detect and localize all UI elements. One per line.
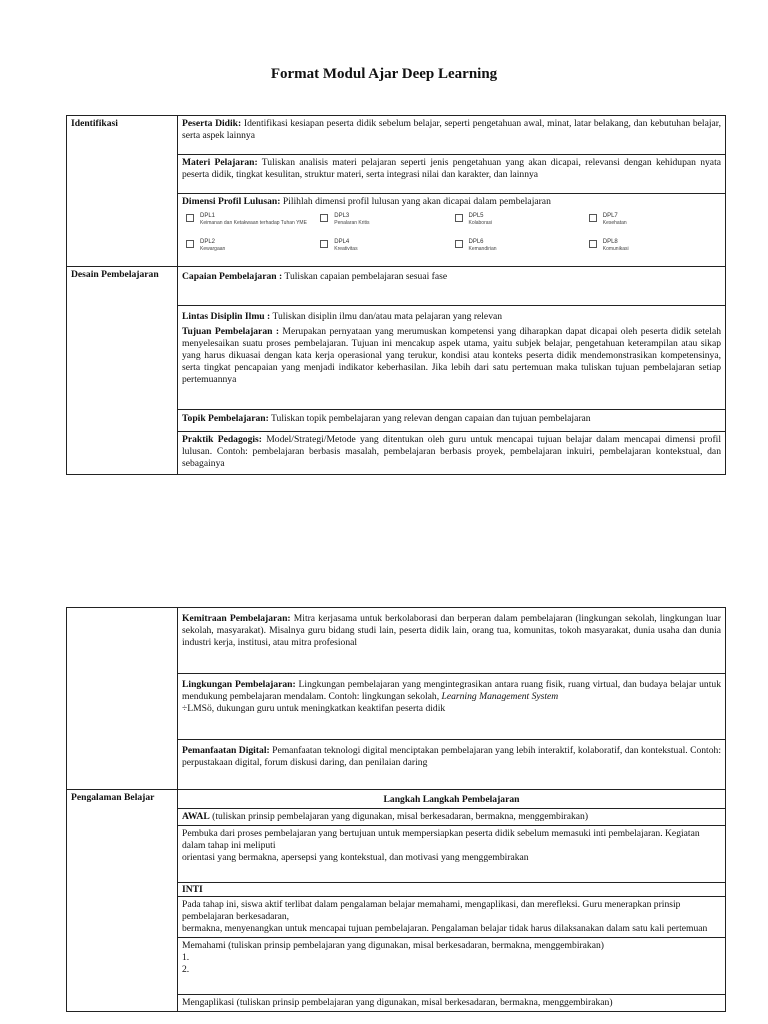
lms-italic: Learning Management System: [441, 690, 559, 702]
cell-awal-head: [178, 808, 726, 825]
inti-label: INTI: [182, 883, 203, 895]
tujuan-text: Merupakan pernyataan yang merumuskan kompetensi yang diharapkan dapat dicapai oleh peserta didik setelah menyelesaikan suatu proses pembelajaran. Tujuan ini mencakup aspek utama, yaitu subjek belajar, pengetahuan keterampilan atau sikap yang harus dikuasai dengan kata kerja operasional yang terukur, kondisi atau konteks peserta didik mendemonstrasikan kompetensinya, serta tingkat pencapaian yang menjadi indikator keberhasilan. Jika lebih dari satu pertemuan maka tuliskan tujuan pembelajaran setiap pertemuannya: [182, 325, 721, 385]
page-title: Format Modul Ajar Deep Learning: [270, 66, 498, 82]
cell-peserta-didik: [178, 116, 726, 155]
tujuan-paragraph: [182, 326, 721, 386]
dpl-code: DPL1: [200, 212, 216, 219]
cell-materi: [178, 155, 726, 194]
dpl-code: DPL2: [200, 238, 216, 245]
mengaplikasi-text: Mengaplikasi (tuliskan prinsip pembelajaran yang digunakan, misal berkesadaran, bermakna, menggembirakan): [182, 996, 613, 1008]
dpl-name: Kewargaan: [200, 246, 226, 253]
cell-dimensi-profil: [178, 194, 726, 267]
dpl-code: DPL4: [334, 238, 350, 245]
lingkungan-text: Lingkungan pembelajaran yang mengintegrasikan antara ruang fisik, ruang virtual, dan budaya belajar untuk mendukung pembelajaran mendalam. Contoh: lingkungan sekolah,: [182, 679, 721, 702]
digital-text: Pemanfaatan teknologi digital menciptakan pembelajaran yang lebih interaktif, kolaboratif, dan kontekstual. Contoh: perpustakaan digital, forum diskusi daring, dan penilaian daring: [182, 745, 721, 768]
checkbox-icon[interactable]: [589, 240, 597, 248]
checkbox-icon[interactable]: [186, 214, 194, 222]
lintas-text: Tuliskan disiplin ilmu dan/atau mata pelajaran yang relevan: [270, 311, 503, 322]
dpl-code: DPL7: [602, 212, 618, 219]
kemitraan-text: Mitra kerjasama untuk berkolaborasi dan berperan dalam pembelajaran (lingkungan sekolah, lingkungan luar sekolah, masyarakat). Misalnya guru bidang studi lain, peserta didik lain, orang tua, komunitas, tokoh masyarakat, dunia usaha dan dunia industri kerja, institusi, atau mitra profesional: [182, 613, 721, 648]
label-desain: Desain Pembelajaran: [67, 267, 178, 475]
dimensi-label: Dimensi Profil Lulusan:: [182, 196, 281, 207]
topik-label: Topik Pembelajaran:: [182, 413, 269, 424]
cell-awal-body: [178, 825, 726, 882]
awal-text: (tuliskan prinsip pembelajaran yang digunakan, misal berkesadaran, bermakna, menggembirakan): [209, 810, 589, 822]
dpl-item[interactable]: [589, 239, 717, 263]
tujuan-label: Tujuan Pembelajaran :: [182, 325, 280, 337]
cell-inti-head: [178, 882, 726, 896]
awal-body2: orientasi yang bermakna, apersepsi yang kontekstual, dan motivasi yang menggembirakan: [182, 851, 529, 863]
lintas-line: [182, 311, 721, 323]
cell-inti-body: [178, 896, 726, 937]
modul-table-identifikasi: [66, 115, 726, 475]
lingkungan-label: Lingkungan Pembelajaran:: [182, 679, 296, 690]
peserta-didik-label: Peserta Didik:: [182, 118, 242, 129]
topik-text: Tuliskan topik pembelajaran yang relevan dengan capaian dan tujuan pembelajaran: [268, 413, 591, 424]
checkbox-icon[interactable]: [320, 240, 328, 248]
checkbox-icon[interactable]: [455, 240, 463, 248]
awal-label: AWAL: [182, 810, 210, 822]
dpl-name: Kolaborasi: [468, 220, 493, 227]
materi-text: Tuliskan analisis materi pelajaran seperti jenis pengetahuan yang akan dicapai, relevansi dengan kehidupan nyata peserta didik, tingkat kesulitan, struktur materi, serta integrasi nilai dan karakter, dan lainnya: [182, 157, 721, 180]
dpl-checklist: [186, 213, 717, 263]
capaian-text: Tuliskan capaian pembelajaran sesuai fase: [282, 271, 448, 282]
dpl-name: Kemandirian: [468, 246, 497, 253]
capaian-label: Capaian Pembelajaran :: [182, 271, 283, 282]
lintas-label: Lintas Disiplin Ilmu :: [182, 311, 271, 322]
dpl-item[interactable]: [589, 213, 717, 237]
cell-kemitraan: [178, 608, 726, 674]
cell-digital: [178, 740, 726, 790]
materi-label: Materi Pelajaran:: [182, 157, 258, 168]
dpl-item[interactable]: [455, 213, 583, 237]
dpl-item[interactable]: [320, 239, 448, 263]
cell-lintas-tujuan: [178, 306, 726, 410]
dpl-item[interactable]: [186, 239, 314, 263]
checkbox-icon[interactable]: [320, 214, 328, 222]
dpl-code: DPL3: [334, 212, 350, 219]
dpl-name: Keimanan dan Ketakwaan terhadap Tuhan YME: [200, 220, 307, 227]
dpl-code: DPL8: [602, 238, 618, 245]
cell-mengaplikasi: [178, 994, 726, 1011]
praktik-label: Praktik Pedagogis:: [182, 434, 262, 445]
label-empty: [67, 608, 178, 790]
dpl-code: DPL6: [468, 238, 484, 245]
label-pengalaman: Pengalaman Belajar: [67, 790, 178, 1012]
dpl-item[interactable]: [186, 213, 314, 237]
dpl-code: DPL5: [468, 212, 484, 219]
memahami-item: 2.: [182, 963, 190, 975]
cell-capaian: [178, 267, 726, 306]
lingkungan-line2: ÷LMSö, dukungan guru untuk meningkatkan keaktifan peserta didik: [182, 702, 446, 714]
label-identifikasi: Identifikasi: [67, 116, 178, 267]
peserta-didik-text: Identifikasi kesiapan peserta didik sebelum belajar, seperti pengetahuan awal, minat, latar belakang, dan kebutuhan belajar, serta aspek lainnya: [182, 118, 721, 141]
kemitraan-label: Kemitraan Pembelajaran:: [182, 613, 291, 624]
memahami-item: 1.: [182, 951, 190, 963]
dimensi-text: Pilihlah dimensi profil lulusan yang akan dicapai dalam pembelajaran: [280, 196, 551, 207]
checkbox-icon[interactable]: [455, 214, 463, 222]
dpl-name: Penalaran Kritis: [334, 220, 370, 227]
cell-praktik: [178, 432, 726, 475]
langkah-title: Langkah Langkah Pembelajaran: [178, 790, 726, 809]
praktik-text: Model/Strategi/Metode yang ditentukan oleh guru untuk mencapai tujuan belajar dalam mencapai dimensi profil lulusan. Contoh: pembelajaran berbasis masalah, pembelajaran berbasis proyek, pembelajaran inkuiri, pembelajaran kontekstual, dan sebagainya: [182, 434, 721, 469]
dpl-name: Kesehatan: [602, 220, 627, 227]
dpl-item[interactable]: [455, 239, 583, 263]
digital-label: Pemanfaatan Digital:: [182, 745, 270, 756]
dpl-item[interactable]: [320, 213, 448, 237]
memahami-text: Memahami (tuliskan prinsip pembelajaran yang digunakan, misal berkesadaran, bermakna, menggembirakan): [182, 939, 604, 951]
cell-topik: [178, 410, 726, 432]
cell-memahami: [178, 937, 726, 994]
cell-lingkungan: [178, 674, 726, 740]
awal-body1: Pembuka dari proses pembelajaran yang bertujuan untuk mempersiapkan peserta didik sebelum memasuki inti pembelajaran. Kegiatan dalam tahap ini meliputi: [182, 827, 700, 851]
modul-table-pengalaman: [66, 607, 726, 1012]
dpl-name: Kreativitas: [334, 246, 358, 253]
inti-body2: bermakna, menyenangkan untuk mencapai tujuan pembelajaran. Pengalaman belajar tidak harus dilaksanakan dalam satu kali pertemuan: [182, 922, 708, 934]
inti-body1: Pada tahap ini, siswa aktif terlibat dalam pengalaman belajar memahami, mengaplikasi, dan merefleksi. Guru menerapkan prinsip pembelajaran berkesadaran,: [182, 898, 681, 922]
checkbox-icon[interactable]: [589, 214, 597, 222]
dpl-name: Komunikasi: [602, 246, 629, 253]
checkbox-icon[interactable]: [186, 240, 194, 248]
